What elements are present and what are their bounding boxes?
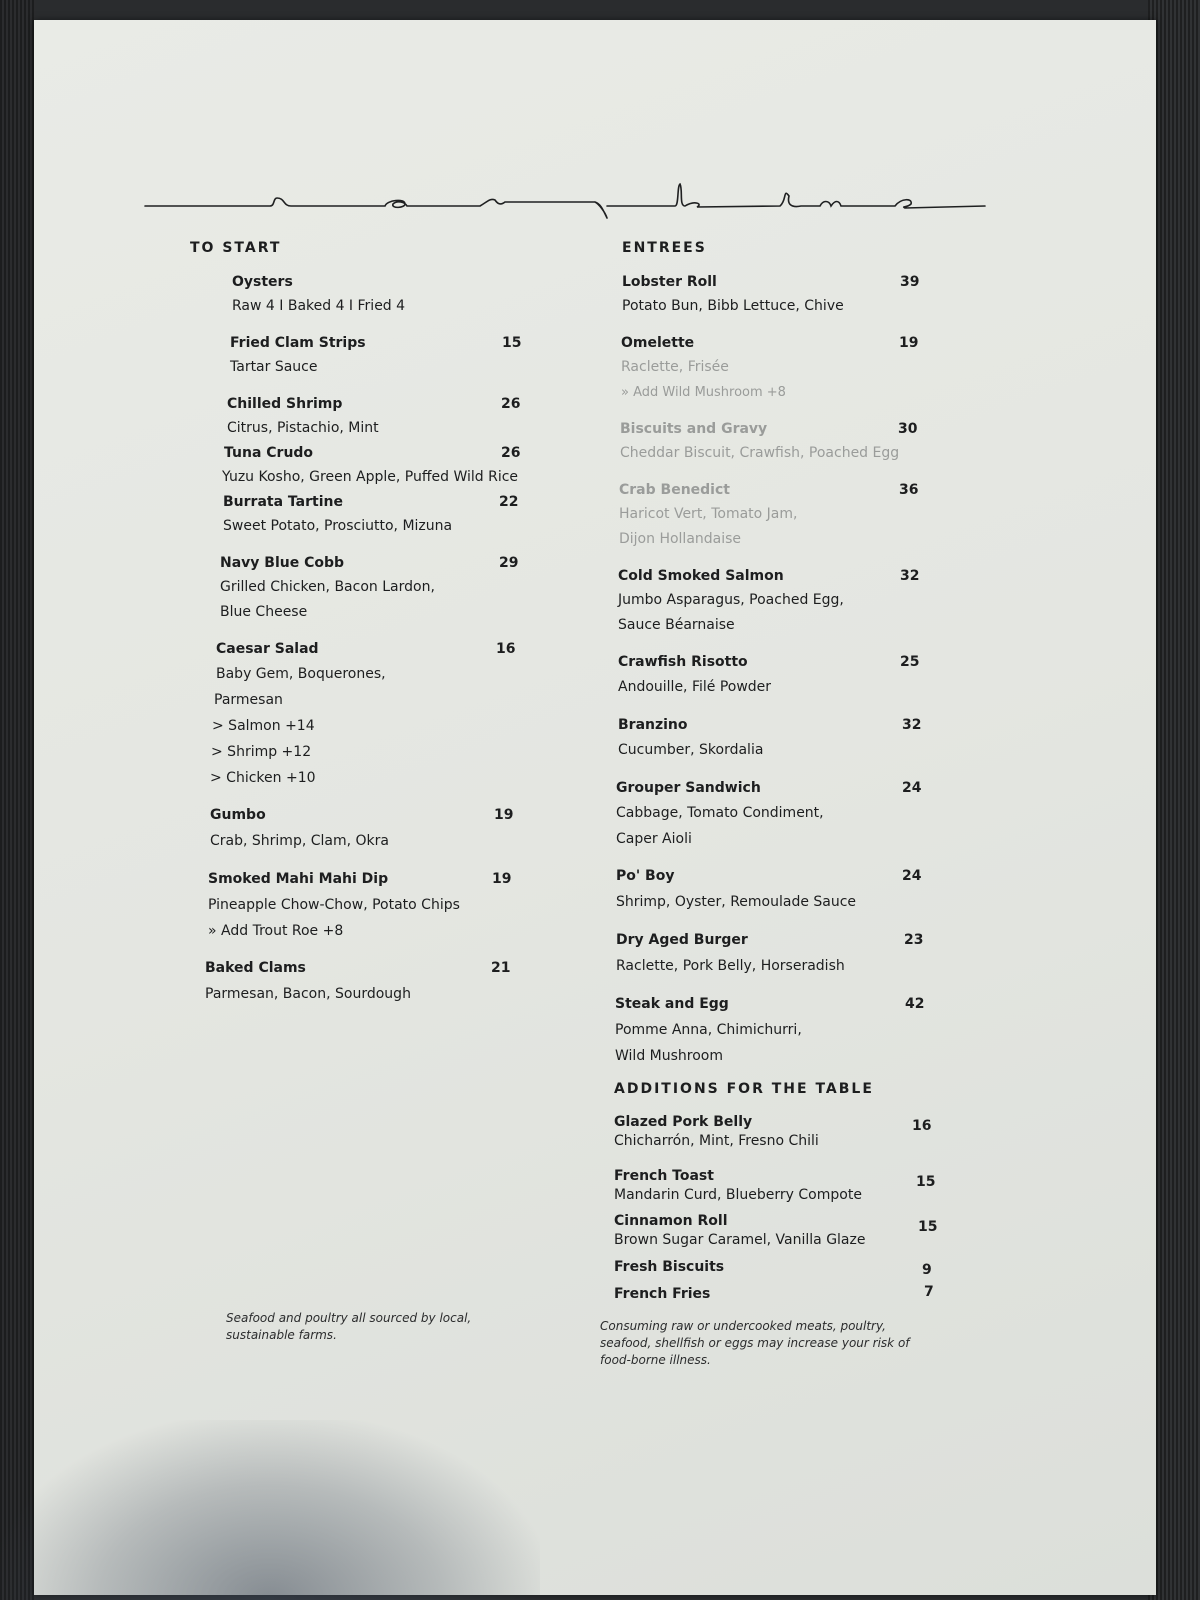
- item-name: Fresh Biscuits: [614, 1259, 725, 1275]
- to-start-section: [190, 240, 520, 1020]
- item-desc: Potato Bun, Bibb Lettuce, Chive: [622, 298, 844, 314]
- item-desc: » Add Trout Roe +8: [208, 923, 344, 939]
- item-price: 29: [499, 555, 519, 571]
- item-desc: Jumbo Asparagus, Poached Egg,: [618, 592, 844, 608]
- item-price: 24: [902, 868, 922, 884]
- menu-item: [614, 1113, 940, 1151]
- menu-item: [616, 864, 940, 916]
- menu-item: [210, 637, 520, 791]
- item-name: French Toast: [614, 1168, 714, 1184]
- menu-item: [615, 992, 940, 1069]
- item-name: Crawfish Risotto: [618, 654, 748, 670]
- item-name: Gumbo: [210, 807, 266, 823]
- item-name: Lobster Roll: [622, 274, 717, 290]
- menu-item: [618, 564, 940, 638]
- item-desc: Shrimp, Oyster, Remoulade Sauce: [616, 894, 857, 910]
- item-name: Grouper Sandwich: [616, 780, 761, 796]
- item-price: 26: [501, 445, 521, 461]
- item-price: 19: [494, 807, 514, 823]
- item-desc: Crab, Shrimp, Clam, Okra: [210, 833, 389, 849]
- item-desc: » Add Wild Mushroom +8: [621, 385, 786, 400]
- item-name: Smoked Mahi Mahi Dip: [208, 871, 389, 887]
- menu-item: [619, 478, 940, 552]
- item-desc: Haricot Vert, Tomato Jam,: [619, 506, 798, 522]
- menu-item: [616, 776, 940, 852]
- item-desc: Sweet Potato, Prosciutto, Mizuna: [223, 518, 453, 534]
- item-price: 26: [501, 396, 521, 412]
- menu-item: [227, 392, 520, 441]
- item-desc: Cheddar Biscuit, Crawfish, Poached Egg: [620, 445, 900, 461]
- item-name: Navy Blue Cobb: [220, 555, 345, 571]
- menu-item: [614, 1285, 940, 1304]
- item-desc: Brown Sugar Caramel, Vanilla Glaze: [614, 1232, 866, 1248]
- item-name: Burrata Tartine: [223, 494, 343, 510]
- menu-item: [614, 1167, 940, 1205]
- item-desc: Parmesan, Bacon, Sourdough: [205, 986, 411, 1002]
- item-desc: Andouille, Filé Powder: [618, 679, 772, 695]
- item-desc: > Salmon +14: [212, 718, 315, 734]
- menu-item: [210, 803, 520, 855]
- item-desc: Citrus, Pistachio, Mint: [227, 420, 379, 436]
- navy-blue-script-logo: [115, 160, 1015, 220]
- menu-item: [224, 441, 520, 490]
- item-price: 22: [499, 494, 519, 510]
- item-price: 15: [918, 1219, 938, 1235]
- item-name: Oysters: [232, 274, 293, 290]
- item-name: Tuna Crudo: [224, 445, 314, 461]
- item-name: Caesar Salad: [216, 641, 319, 657]
- item-desc: Yuzu Kosho, Green Apple, Puffed Wild Rice: [222, 469, 519, 485]
- item-name: Chilled Shrimp: [227, 396, 343, 412]
- item-name: Branzino: [618, 717, 688, 733]
- item-desc: Caper Aioli: [616, 831, 692, 847]
- item-name: Baked Clams: [205, 960, 306, 976]
- menu-item: [230, 331, 520, 380]
- item-name: Po' Boy: [616, 868, 675, 884]
- menu-item: [618, 650, 940, 701]
- item-price: 15: [502, 335, 522, 351]
- item-price: 21: [491, 960, 511, 976]
- item-name: Steak and Egg: [615, 996, 729, 1012]
- menu-item: [616, 928, 940, 980]
- item-price: 39: [900, 274, 920, 290]
- table-mat-left: [0, 0, 36, 1600]
- menu-item: [208, 867, 520, 944]
- food-safety-advisory: Consuming raw or undercooked meats, poultry, seafood, shellfish or eggs may increase your risk of food-borne illness.: [600, 1319, 910, 1367]
- item-desc: Raclette, Frisée: [621, 359, 729, 375]
- item-desc: Dijon Hollandaise: [619, 531, 742, 547]
- section-title-additions: ADDITIONS FOR THE TABLE: [614, 1081, 874, 1097]
- item-name: Omelette: [621, 335, 695, 351]
- menu-item: [223, 490, 520, 539]
- item-name: Cold Smoked Salmon: [618, 568, 784, 584]
- additions-section: [614, 1081, 940, 1304]
- item-price: 19: [492, 871, 512, 887]
- item-name: Glazed Pork Belly: [614, 1114, 753, 1130]
- menu-item: [232, 270, 520, 319]
- item-price: 19: [899, 335, 919, 351]
- menu-item: [621, 331, 940, 405]
- item-name: French Fries: [614, 1286, 711, 1302]
- menu-item: [205, 956, 520, 1008]
- item-price: 36: [899, 482, 919, 498]
- item-name: Crab Benedict: [619, 482, 730, 498]
- item-price: 25: [900, 654, 920, 670]
- item-desc: Raw 4 I Baked 4 I Fried 4: [232, 298, 406, 314]
- item-desc: Blue Cheese: [220, 604, 308, 620]
- item-desc: Cabbage, Tomato Condiment,: [616, 805, 824, 821]
- menu-item: [614, 1212, 940, 1250]
- item-price: 7: [924, 1284, 934, 1300]
- section-title-entrees: ENTREES: [622, 240, 707, 256]
- entrees-section: [580, 240, 940, 1304]
- item-desc: Sauce Béarnaise: [618, 617, 735, 633]
- menu-item: [618, 713, 940, 764]
- item-price: 15: [916, 1174, 936, 1190]
- item-name: Cinnamon Roll: [614, 1213, 728, 1229]
- menu-item: [622, 270, 940, 319]
- item-desc: Grilled Chicken, Bacon Lardon,: [220, 579, 435, 595]
- item-desc: > Chicken +10: [210, 770, 316, 786]
- item-desc: Pineapple Chow-Chow, Potato Chips: [208, 897, 460, 913]
- item-price: 32: [900, 568, 920, 584]
- item-price: 9: [922, 1262, 932, 1278]
- item-name: Fried Clam Strips: [230, 335, 366, 351]
- section-title-to-start: TO START: [190, 240, 282, 256]
- item-desc: > Shrimp +12: [211, 744, 312, 760]
- item-desc: Pomme Anna, Chimichurri,: [615, 1022, 802, 1038]
- sourcing-note: Seafood and poultry all sourced by local, sustainable farms.: [226, 1311, 472, 1342]
- item-desc: Mandarin Curd, Blueberry Compote: [614, 1187, 862, 1203]
- menu-item: [614, 1258, 940, 1277]
- item-desc: Tartar Sauce: [230, 359, 318, 375]
- item-desc: Cucumber, Skordalia: [618, 742, 764, 758]
- menu-item: [220, 551, 520, 625]
- item-desc: Baby Gem, Boquerones,: [216, 666, 386, 682]
- item-desc: Parmesan: [214, 692, 283, 708]
- item-desc: Raclette, Pork Belly, Horseradish: [616, 958, 845, 974]
- item-name: Biscuits and Gravy: [620, 421, 768, 437]
- item-price: 16: [496, 641, 516, 657]
- item-price: 30: [898, 421, 918, 437]
- item-desc: Wild Mushroom: [615, 1048, 723, 1064]
- item-name: Dry Aged Burger: [616, 932, 748, 948]
- item-desc: Chicharrón, Mint, Fresno Chili: [614, 1133, 819, 1149]
- item-price: 24: [902, 780, 922, 796]
- item-price: 23: [904, 932, 924, 948]
- item-price: 42: [905, 996, 925, 1012]
- menu-item: [620, 417, 940, 466]
- item-price: 32: [902, 717, 922, 733]
- item-price: 16: [912, 1118, 932, 1134]
